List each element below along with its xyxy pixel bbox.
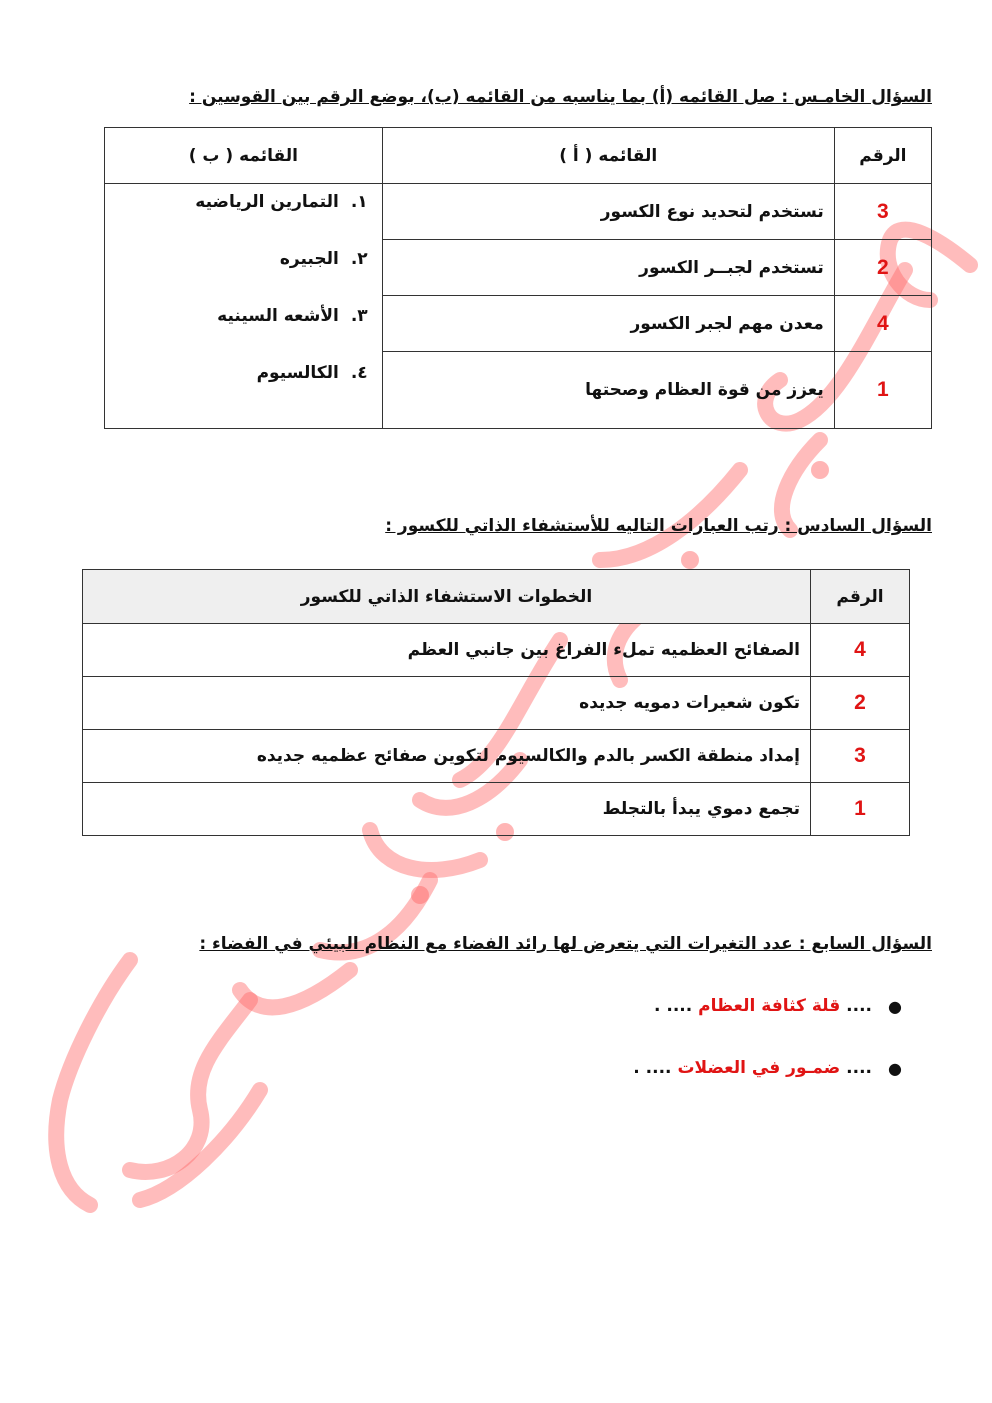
- answer-number: 4: [834, 296, 931, 352]
- list-item: ● .... ضمـور في العضلات .... .: [633, 1058, 902, 1078]
- table-row: [83, 783, 910, 836]
- order-number: 2: [811, 677, 910, 730]
- answers-list: [633, 996, 902, 1120]
- answer-number: 3: [834, 184, 931, 240]
- order-number: 1: [811, 783, 910, 836]
- matching-table-header: [105, 128, 932, 184]
- header-steps: الخطوات الاستشفاء الذاتي للكسور: [83, 570, 811, 624]
- list-b-item: ٢.الجبيره: [279, 249, 368, 269]
- table-row: [83, 677, 910, 730]
- list-a-item: معدن مهم لجبر الكسور: [382, 296, 834, 352]
- answer-text: ضمـور في العضلات: [677, 1058, 841, 1078]
- list-b-item: ٤.الكالسيوم: [256, 363, 368, 383]
- ordering-table-header: [83, 570, 910, 624]
- list-b-item: ١.التمارين الرياضيه: [195, 192, 368, 212]
- answer-number: 1: [834, 352, 931, 429]
- question-7-title: السؤال السابع : عدد التغيرات التي يتعرض لها رائد الفضاء مع النظام البيئي في الفضاء :: [199, 934, 932, 954]
- step-text: تكون شعيرات دمويه جديده: [83, 677, 811, 730]
- step-text: إمداد منطقة الكسر بالدم والكالسيوم لتكوين صفائح عظميه جديده: [83, 730, 811, 783]
- table-row: [105, 184, 932, 240]
- step-text: تجمع دموي يبدأ بالتجلط: [83, 783, 811, 836]
- order-number: 4: [811, 624, 910, 677]
- header-list-a: القائمه ( أ ): [382, 128, 834, 184]
- table-row: [83, 624, 910, 677]
- list-b-cell: [105, 184, 383, 429]
- order-number: 3: [811, 730, 910, 783]
- answer-text: قلة كثافة العظام: [698, 996, 841, 1016]
- table-row: [83, 730, 910, 783]
- header-number: الرقم: [834, 128, 931, 184]
- list-item: ● .... قلة كثافة العظام .... .: [654, 996, 902, 1016]
- question-5-title: السؤال الخامـس : صل القائمه (أ) بما يناسبه من القائمه (ب)، بوضع الرقم بين القوسين :: [189, 87, 932, 107]
- list-a-item: تستخدم لتحديد نوع الكسور: [382, 184, 834, 240]
- header-list-b: القائمه ( ب ): [105, 128, 383, 184]
- question-6-title: السؤال السادس : رتب العبارات التاليه للأستشفاء الذاتي للكسور :: [385, 516, 932, 536]
- list-a-item: تستخدم لجبــر الكسور: [382, 240, 834, 296]
- step-text: الصفائح العظميه تملء الفراغ بين جانبي العظم: [83, 624, 811, 677]
- matching-table: [104, 127, 932, 429]
- answer-number: 2: [834, 240, 931, 296]
- bullet-icon: ●: [888, 1059, 902, 1078]
- list-a-item: يعزز من قوة العظام وصحتها: [382, 352, 834, 429]
- list-b-item: ٣.الأشعه السينيه: [217, 306, 368, 326]
- ordering-table: [82, 569, 910, 836]
- header-number: الرقم: [811, 570, 910, 624]
- bullet-icon: ●: [888, 997, 902, 1016]
